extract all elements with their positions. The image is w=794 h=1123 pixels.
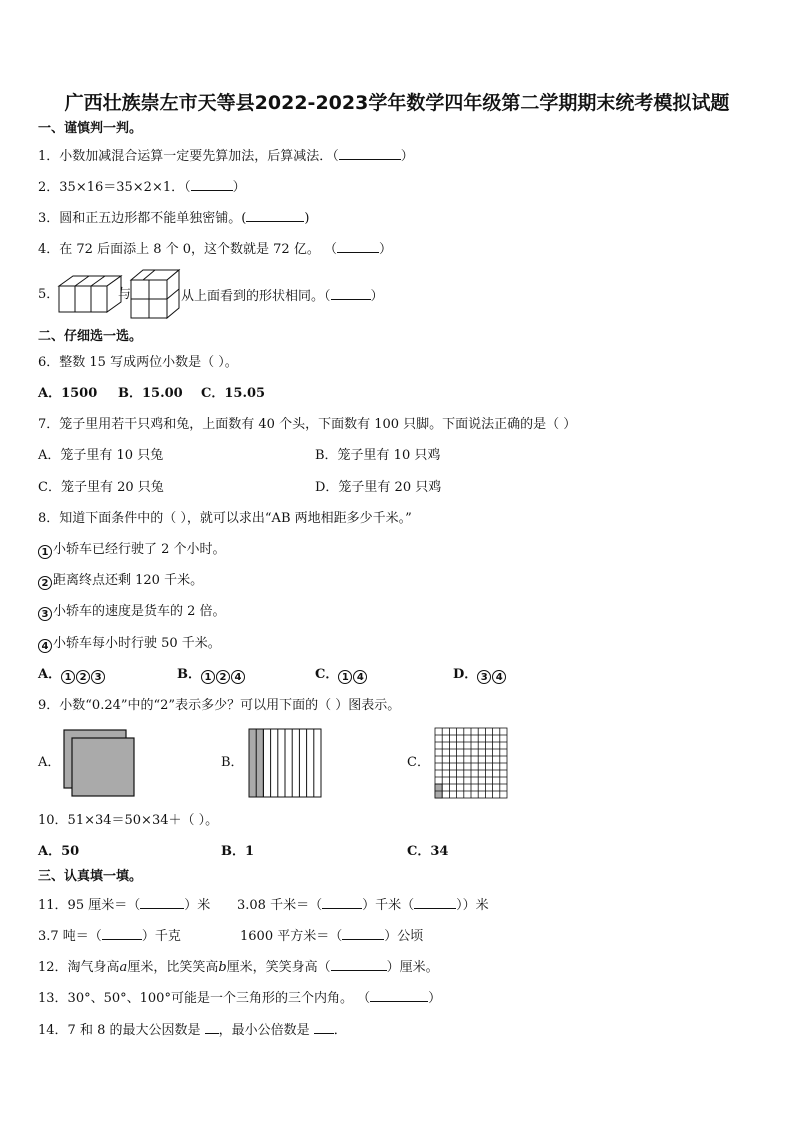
circled-number-icon: 4: [353, 670, 367, 684]
circled-number-icon: 3: [91, 670, 105, 684]
question-10-option-c[interactable]: C．34: [407, 844, 449, 859]
circled-number-icon: 4: [492, 670, 506, 684]
variable-a: a: [119, 960, 128, 975]
question-8-condition-3: [38, 604, 226, 621]
question-7-option-a[interactable]: A．笼子里有 10 只兔: [38, 448, 164, 463]
question-2: [38, 178, 246, 196]
question-11-text: 1600 平方米＝（: [240, 929, 343, 944]
option-label: A．: [38, 667, 62, 682]
question-8-option-a[interactable]: [38, 667, 106, 684]
question-5-end: ）: [370, 289, 384, 304]
question-8-option-d[interactable]: [453, 667, 507, 684]
question-6-option-b[interactable]: B．15.00: [118, 386, 183, 401]
question-8-condition-2: [38, 573, 203, 590]
answer-blank[interactable]: [102, 927, 142, 940]
answer-blank[interactable]: [205, 1021, 219, 1034]
question-8-text: 8．知道下面条件中的（ ），就可以求出“AB 两地相距多少千米。”: [38, 511, 412, 526]
question-12-text: 厘米，比笑笑高: [127, 960, 219, 975]
question-3-text: 3．圆和正五边形都不能单独密铺。(: [38, 211, 247, 226]
circled-number-icon: 1: [201, 670, 215, 684]
question-2-text: 2．35×16＝35×2×1．（: [38, 180, 191, 195]
answer-blank[interactable]: [331, 958, 387, 971]
section-1-heading: 一、谨慎判一判。: [38, 121, 143, 136]
circled-number-icon: 1: [61, 670, 75, 684]
cube-stack-figure: [129, 268, 181, 320]
question-9-option-b-label[interactable]: B．: [221, 755, 244, 770]
question-10-option-b[interactable]: B．1: [221, 844, 255, 859]
question-12-text: 12．淘气身高: [38, 960, 120, 975]
question-7-text: 7．笼子里用若干只鸡和兔，上面数有 40 个头，下面数有 100 只脚。下面说法正确的是（ ）: [38, 417, 577, 432]
question-10-text: 10．51×34＝50×34＋（ ）。: [38, 813, 219, 828]
question-7-option-c[interactable]: C．笼子里有 20 只兔: [38, 480, 164, 495]
answer-blank[interactable]: [191, 178, 233, 191]
circled-number-icon: 2: [76, 670, 90, 684]
question-4: [38, 240, 392, 258]
question-12-text: 厘米，笑笑身高（: [226, 960, 331, 975]
question-6-option-c[interactable]: C．15.05: [201, 386, 266, 401]
unit-text: ））米: [456, 898, 489, 913]
question-14-text: 14．7 和 8 的最大公因数是: [38, 1023, 205, 1038]
condition-text: 小轿车已经行驶了 2 个小时。: [53, 542, 226, 557]
question-11-part-3: [38, 927, 181, 945]
question-11-part-2: [237, 896, 489, 914]
unit-text: ）千克: [141, 929, 181, 944]
answer-blank[interactable]: [140, 896, 184, 909]
answer-blank[interactable]: [322, 896, 362, 909]
option-label: C．: [315, 667, 339, 682]
question-5-number: 5．: [38, 287, 60, 302]
answer-blank[interactable]: [342, 927, 384, 940]
question-11-part-1: [38, 896, 210, 914]
answer-blank[interactable]: [370, 989, 428, 1002]
section-3-heading: 三、认真填一填。: [38, 869, 143, 884]
question-4-text: 4．在 72 后面添上 8 个 0，这个数就是 72 亿。 （: [38, 242, 337, 257]
question-11-text: 3.7 吨＝（: [38, 929, 102, 944]
question-2-end: ）: [232, 180, 246, 195]
unit-text: ）公顷: [384, 929, 424, 944]
question-8-option-c[interactable]: [315, 667, 368, 684]
question-1: [38, 147, 414, 165]
question-13: [38, 989, 441, 1007]
variable-b: b: [218, 960, 227, 975]
question-7-option-b[interactable]: B．笼子里有 10 只鸡: [315, 448, 441, 463]
question-4-end: ）: [378, 242, 392, 257]
page-title: 广西壮族崇左市天等县2022-2023学年数学四年级第二学期期末统考模拟试题: [64, 92, 730, 114]
circled-number-icon: 1: [38, 545, 52, 559]
tenths-strips-figure: [248, 728, 324, 800]
question-12: [38, 958, 439, 976]
condition-text: 小轿车的速度是货车的 2 倍。: [53, 604, 226, 619]
circled-number-icon: 3: [38, 607, 52, 621]
question-11-text: 11．95 厘米＝（: [38, 898, 141, 913]
question-1-end: ）: [400, 149, 414, 164]
answer-blank[interactable]: [339, 147, 401, 160]
question-11-part-4: [240, 927, 423, 945]
circled-number-icon: 4: [38, 639, 52, 653]
option-label: B．: [177, 667, 201, 682]
answer-blank[interactable]: [337, 240, 379, 253]
circled-number-icon: 4: [231, 670, 245, 684]
question-8-option-b[interactable]: [177, 667, 246, 684]
question-13-text: 13．30°、50°、100°可能是一个三角形的三个内角。 （: [38, 991, 371, 1006]
question-11-text: 3.08 千米＝（: [237, 898, 323, 913]
cube-row-figure: [57, 272, 123, 316]
two-squares-figure: [62, 728, 138, 798]
question-7-option-d[interactable]: D．笼子里有 20 只鸡: [315, 480, 442, 495]
question-8-condition-4: [38, 636, 221, 653]
condition-text: 距离终点还剩 120 千米。: [53, 573, 204, 588]
unit-text: ）千米（: [362, 898, 415, 913]
question-5: [181, 287, 384, 305]
unit-text: ）米: [184, 898, 211, 913]
question-3-end: ): [304, 211, 310, 226]
question-14: [38, 1021, 347, 1039]
circled-number-icon: 1: [338, 670, 352, 684]
section-2-heading: 二、仔细选一选。: [38, 329, 143, 344]
condition-text: 小轿车每小时行驶 50 千米。: [53, 636, 221, 651]
question-8-condition-1: [38, 542, 226, 559]
circled-number-icon: 2: [38, 576, 52, 590]
question-6-text: 6．整数 15 写成两位小数是（ ）。: [38, 355, 238, 370]
question-1-text: 1．小数加减混合运算一定要先算加法，后算减法．（: [38, 149, 339, 164]
question-10-option-a[interactable]: A．50: [38, 844, 80, 859]
question-14-end: ．: [333, 1023, 347, 1038]
question-5-text: 从上面看到的形状相同。（: [181, 289, 331, 304]
circled-number-icon: 2: [216, 670, 230, 684]
circled-number-icon: 3: [477, 670, 491, 684]
question-13-end: ）: [428, 991, 442, 1006]
question-6-option-a[interactable]: A．1500: [38, 386, 98, 401]
option-label: D．: [453, 667, 478, 682]
question-9-option-a-label[interactable]: A．: [38, 755, 61, 770]
question-9-option-c-label[interactable]: C．: [407, 755, 430, 770]
question-5-mid: 与: [118, 287, 132, 302]
answer-blank[interactable]: [246, 209, 304, 222]
hundredths-grid-figure: [434, 727, 510, 801]
answer-blank[interactable]: [414, 896, 456, 909]
question-3: [38, 209, 309, 227]
question-14-text: ，最小公倍数是: [218, 1023, 314, 1038]
question-12-end: ）厘米。: [386, 960, 439, 975]
answer-blank[interactable]: [331, 287, 371, 300]
answer-blank[interactable]: [314, 1021, 334, 1034]
question-9-text: 9．小数“0.24”中的“2”表示多少？可以用下面的（ ）图表示。: [38, 698, 401, 713]
